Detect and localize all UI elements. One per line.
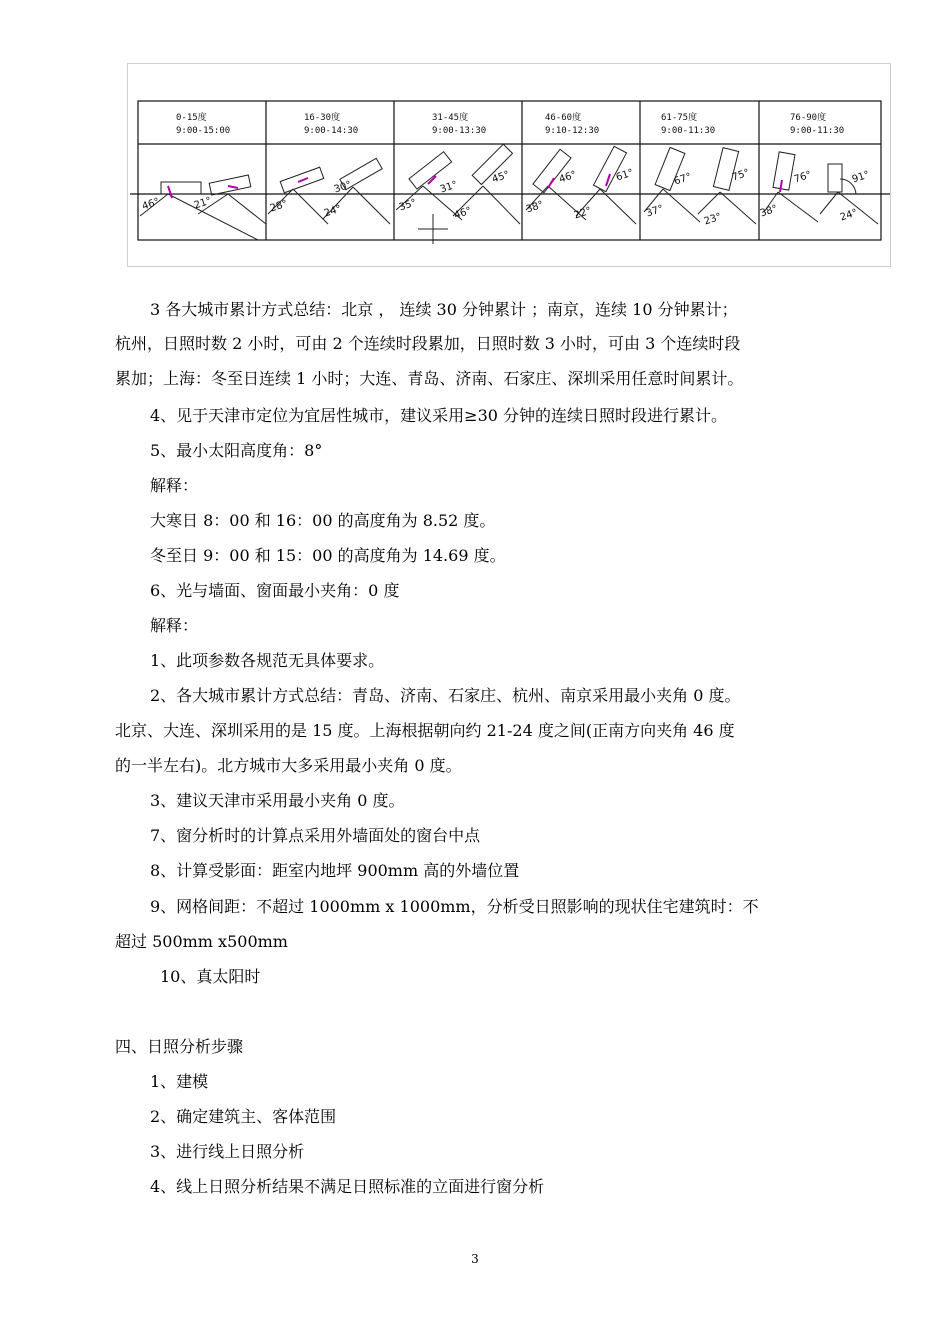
time-label: 9:00-13:30 xyxy=(432,126,487,136)
paragraph-line: 超过 500mm x500mm xyxy=(115,932,288,951)
paragraph-line: 杭州，日照时数 2 小时，可由 2 个连续时段累加，日照时数 3 小时，可由 3 个连续时段 xyxy=(115,334,741,353)
paragraph-line: 解释： xyxy=(150,476,199,495)
time-label: 9:00-15:00 xyxy=(176,126,231,136)
paragraph-line: 北京、大连、深圳采用的是 15 度。上海根据朝向约 21-24 度之间(正南方向夹角 46 度 xyxy=(115,721,735,740)
paragraph-line: 4、线上日照分析结果不满足日照标准的立面进行窗分析 xyxy=(150,1177,545,1196)
angle-label: 28° xyxy=(268,198,289,215)
paragraph-line: 3 各大城市累计方式总结：北京 ， 连续 30 分钟累计 ；南京，连续 10 分钟累计； xyxy=(150,300,738,319)
angle-label: 21° xyxy=(192,195,213,212)
angle-label: 67° xyxy=(672,171,693,188)
paragraph-line: 1、建模 xyxy=(150,1072,209,1091)
paragraph-line: 9、网格间距：不超过 1000mm x 1000mm，分析受日照影响的现状住宅建筑时：不 xyxy=(150,897,759,916)
angle-label: 22° xyxy=(572,205,593,222)
time-label: 9:00-11:30 xyxy=(790,126,845,136)
paragraph-line: 冬至日 9：00 和 15：00 的高度角为 14.69 度。 xyxy=(150,546,506,565)
paragraph-line: 的一半左右)。北方城市大多采用最小夹角 0 度。 xyxy=(115,756,462,775)
paragraph-line: 解释： xyxy=(150,616,199,635)
paragraph-line: 2、确定建筑主、客体范围 xyxy=(150,1107,337,1126)
sunlight-angle-diagram xyxy=(127,63,891,267)
angle-label: 24° xyxy=(322,203,343,220)
angle-label: 45° xyxy=(490,169,511,186)
paragraph-line: 6、光与墙面、窗面最小夹角：0 度 xyxy=(150,581,400,600)
angle-label: 38° xyxy=(524,199,545,216)
time-label: 9:00-14:30 xyxy=(304,126,359,136)
paragraph-line: 大寒日 8：00 和 16：00 的高度角为 8.52 度。 xyxy=(150,511,496,530)
range-label: 46-60度 xyxy=(545,113,582,123)
paragraph-line: 5、最小太阳高度角：8° xyxy=(150,441,323,460)
angle-label: 76° xyxy=(792,169,813,186)
section-heading: 四、日照分析步骤 xyxy=(115,1037,244,1056)
paragraph-line: 累加；上海：冬至日连续 1 小时；大连、青岛、济南、石家庄、深圳采用任意时间累计。 xyxy=(115,369,744,388)
angle-label: 46° xyxy=(557,169,578,186)
angle-label: 46° xyxy=(452,205,473,222)
angle-label: 30° xyxy=(332,179,353,196)
paragraph-line: 4、见于天津市定位为宜居性城市，建议采用≥30 分钟的连续日照时段进行累计。 xyxy=(150,406,728,425)
range-label: 16-30度 xyxy=(304,113,341,123)
range-label: 76-90度 xyxy=(790,113,827,123)
angle-label: 91° xyxy=(850,169,871,186)
angle-label: 37° xyxy=(644,203,665,220)
range-label: 0-15度 xyxy=(176,113,207,123)
angle-table-drawing xyxy=(128,64,892,268)
paragraph-line: 8、计算受影面：距室内地坪 900mm 高的外墙位置 xyxy=(150,861,520,880)
paragraph-line: 3、建议天津市采用最小夹角 0 度。 xyxy=(150,791,405,810)
paragraph-line: 2、各大城市累计方式总结：青岛、济南、石家庄、杭州、南京采用最小夹角 0 度。 xyxy=(150,686,741,705)
angle-label: 61° xyxy=(614,167,635,184)
range-label: 31-45度 xyxy=(432,113,469,123)
angle-label: 38° xyxy=(758,203,779,220)
angle-label: 75° xyxy=(730,167,751,184)
paragraph-line: 1、此项参数各规范无具体要求。 xyxy=(150,651,385,670)
angle-label: 35° xyxy=(397,197,418,214)
time-label: 9:10-12:30 xyxy=(545,126,600,136)
paragraph-line: 10、真太阳时 xyxy=(160,967,261,986)
angle-label: 46° xyxy=(140,196,161,213)
angle-label: 23° xyxy=(702,211,723,228)
paragraph-line: 3、进行线上日照分析 xyxy=(150,1142,305,1161)
angle-label: 31° xyxy=(438,179,459,196)
angle-label: 24° xyxy=(838,207,859,224)
paragraph-line: 7、窗分析时的计算点采用外墙面处的窗台中点 xyxy=(150,826,481,845)
range-label: 61-75度 xyxy=(661,113,698,123)
page-number: 3 xyxy=(471,1252,479,1266)
time-label: 9:00-11:30 xyxy=(661,126,716,136)
